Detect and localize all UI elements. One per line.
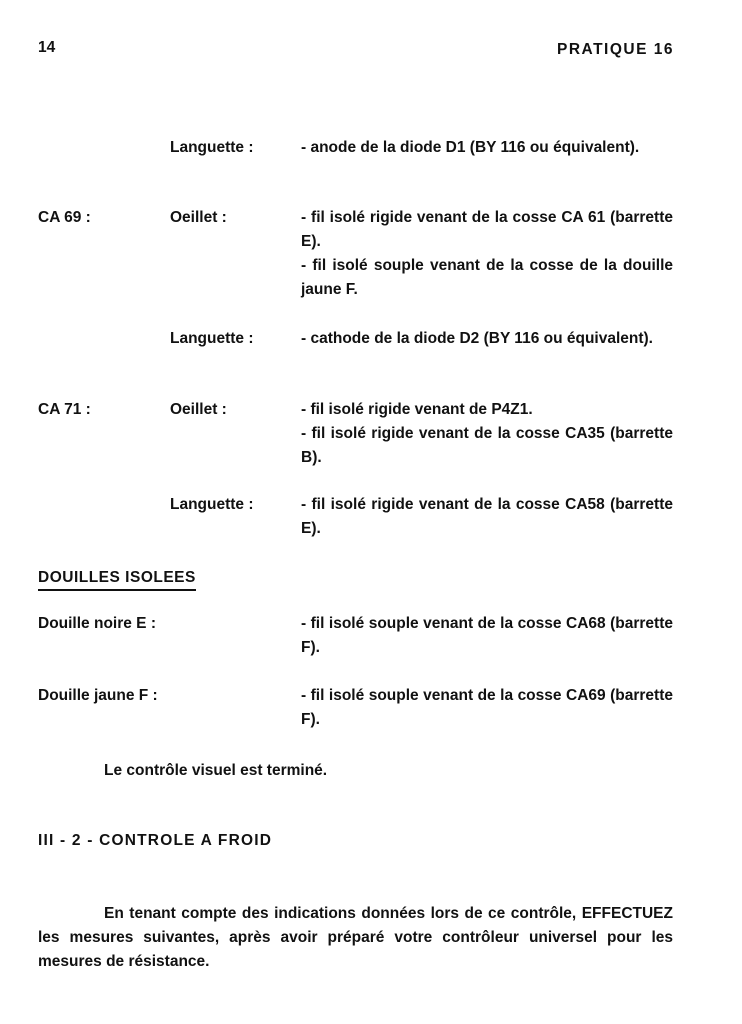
connection-line: - fil isolé rigide venant de P4Z1.: [301, 401, 533, 418]
connection-line: - cathode de la diode D2 (BY 116 ou équivalent).: [301, 330, 653, 347]
connection-description: [301, 398, 673, 470]
ca-label: CA 71 :: [38, 401, 91, 418]
connection-part-label: Languette :: [170, 139, 254, 156]
running-title: PRATIQUE 16: [557, 41, 674, 58]
douilles-section-title: DOUILLES ISOLEES: [38, 567, 196, 591]
section-heading: III - 2 - CONTROLE A FROID: [38, 832, 273, 849]
connection-part-label: Oeillet :: [170, 209, 227, 226]
connection-line: - anode de la diode D1 (BY 116 ou équivalent).: [301, 139, 640, 156]
connection-part-label: Languette :: [170, 496, 254, 513]
connection-line: - fil isolé rigide venant de la cosse CA58 (barrette E).: [301, 496, 673, 537]
closing-note: Le contrôle visuel est terminé.: [104, 762, 328, 779]
connection-description: [301, 493, 673, 541]
connection-description: [301, 327, 673, 351]
douille-description: - fil isolé souple venant de la cosse CA68 (barrette F).: [301, 615, 673, 656]
ca-label: CA 69 :: [38, 209, 91, 226]
connection-line: - fil isolé rigide venant de la cosse CA 61 (barrette E).: [301, 209, 673, 250]
connection-part-label: Languette :: [170, 330, 254, 347]
connection-part-label: Oeillet :: [170, 401, 227, 418]
connection-line: - fil isolé souple venant de la cosse de la douille jaune F.: [301, 257, 673, 298]
connection-line: - fil isolé rigide venant de la cosse CA35 (barrette B).: [301, 425, 673, 466]
body-paragraph: En tenant compte des indications données lors de ce contrôle, EFFECTUEZ les mesures suivantes, après avoir préparé votre contrôleur universel pour les mesures de résistance.: [38, 905, 673, 970]
douille-label: Douille jaune F :: [38, 687, 158, 704]
douille-label: Douille noire E :: [38, 615, 156, 632]
page-number: 14: [38, 39, 56, 56]
douille-description: - fil isolé souple venant de la cosse CA69 (barrette F).: [301, 687, 673, 728]
connection-description: [301, 136, 673, 160]
connection-description: [301, 206, 673, 302]
